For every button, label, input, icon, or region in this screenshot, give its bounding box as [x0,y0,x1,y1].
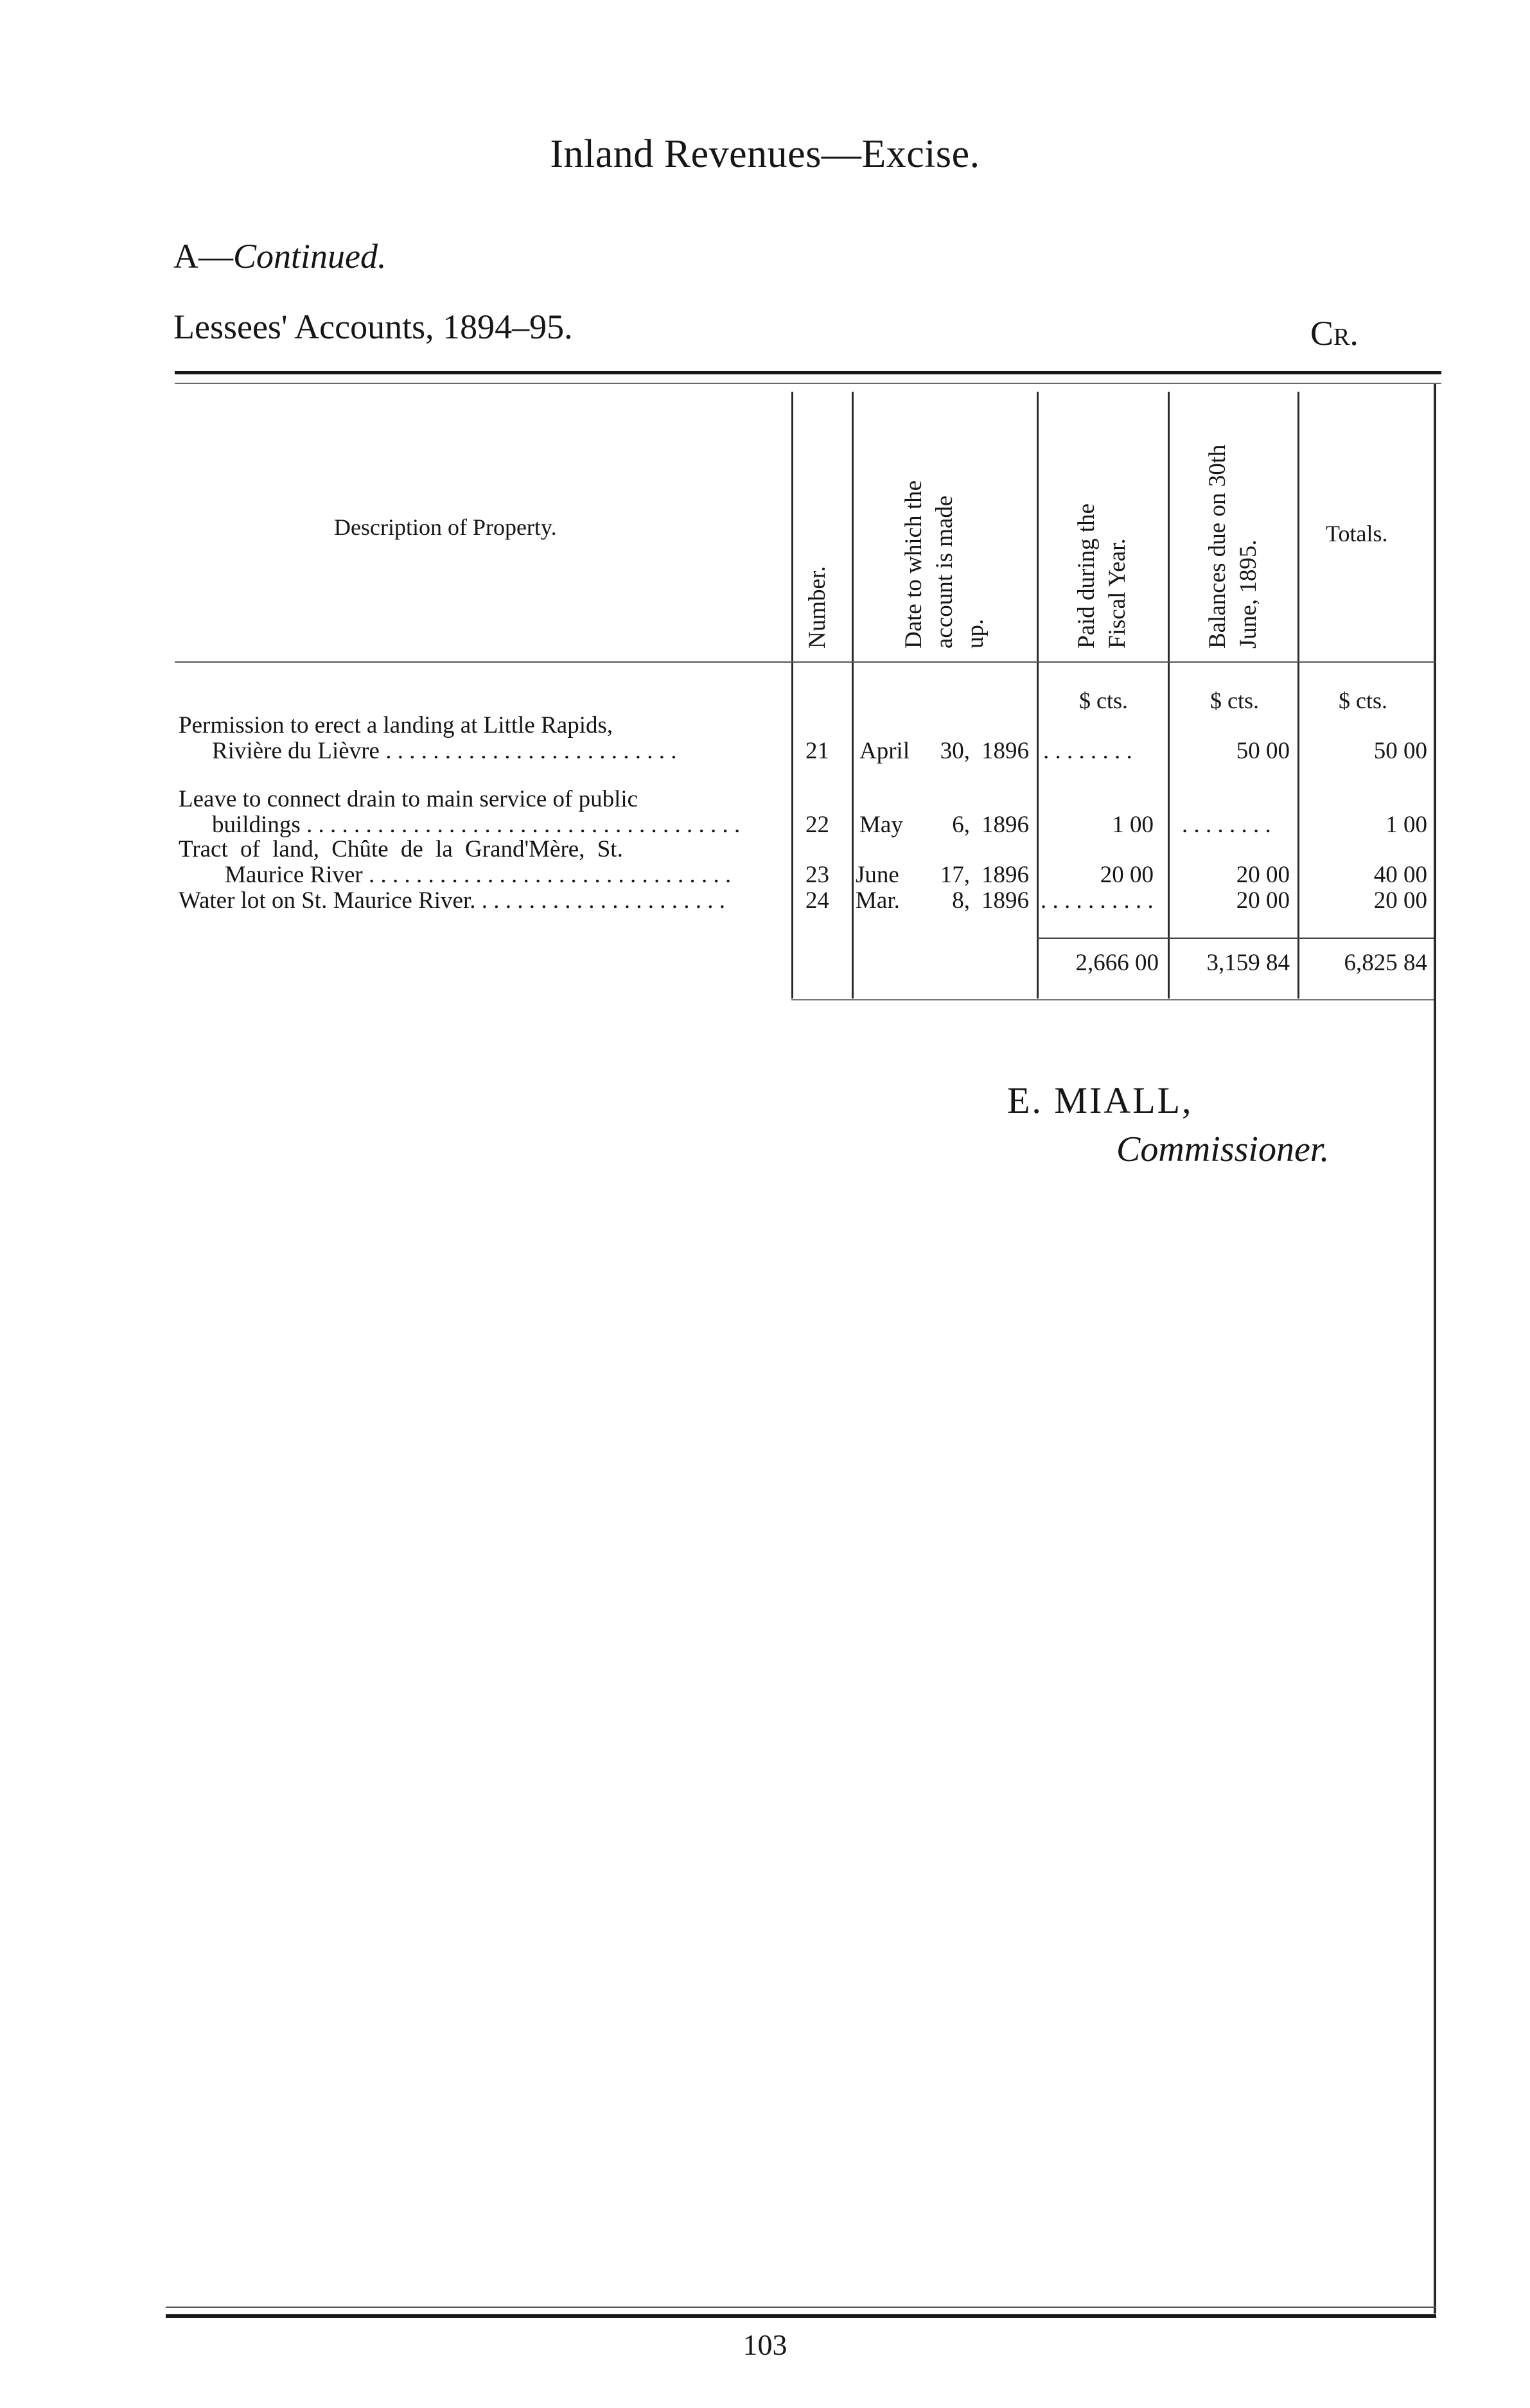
units-totals: $ cts. [1339,688,1387,713]
col-line-number [791,392,793,999]
accounts-heading: Lessees' Accounts, 1894–95. [173,308,573,346]
row-paid: 1 00 [1112,812,1154,838]
row-number: 21 [805,738,829,764]
table-row [179,888,782,914]
credit-label: Cr. [1310,314,1359,353]
total-paid: 2,666 00 [1075,950,1159,976]
row-date-year: 1896 [981,862,1029,888]
col-line-paid [1037,392,1039,999]
units-balances: $ cts. [1210,688,1259,713]
row-description-cont: Maurice River . . . . . . . . . . . . . . . . . . . . . . . . . . . . . . . [225,862,732,888]
row-date-year: 1896 [981,738,1029,764]
section-prefix: A— [173,237,233,275]
col-header-date-line1: Date to which the [901,480,927,649]
right-border [1434,384,1436,2314]
table-row [179,787,782,838]
row-date-day: 17, [940,862,970,888]
row-balance: 50 00 [1236,738,1290,764]
row-date-month: April [859,738,910,764]
row-number: 23 [805,862,829,888]
col-header-paid-line1: Paid during the [1073,503,1100,649]
table-row [179,837,782,888]
row-balance-leader: . . . . . . . . [1182,812,1271,838]
row-total: 1 00 [1385,812,1427,838]
row-description-cont: Rivière du Lièvre . . . . . . . . . . . . . . . . . . . . . . . . . [212,738,677,764]
units-paid: $ cts. [1079,688,1128,713]
col-header-balances-line1: Balances due on 30th [1204,444,1231,649]
total-totals: 6,825 84 [1344,950,1427,976]
row-number: 24 [805,887,829,914]
col-line-date [852,392,854,999]
top-rule-thin [175,383,1441,384]
table-row [179,713,782,764]
row-date-month: May [859,812,903,838]
section-label [173,236,387,276]
col-header-date-line3: up. [962,618,989,649]
row-balance: 20 00 [1236,862,1290,888]
row-total: 20 00 [1373,887,1427,914]
row-date-year: 1896 [981,812,1029,838]
row-date-day: 6, [952,812,970,838]
col-header-totals: Totals. [1326,521,1388,546]
row-description: Tract of land, Chûte de la Grand'Mère, St. [179,836,623,862]
bottom-rule-thin [166,2307,1436,2308]
table-bottom-rule [791,999,1434,1000]
row-paid-leader: . . . . . . . . . . [1041,887,1154,914]
totals-rule-paid [1037,938,1168,939]
row-paid: 20 00 [1100,862,1154,888]
totals-rule-balances [1168,938,1297,939]
top-rule [175,371,1441,374]
row-date-month: June [856,862,899,888]
page-number: 103 [743,2328,787,2361]
row-description: Leave to connect drain to main service of public [179,786,638,812]
row-date-day: 8, [952,887,970,914]
totals-rule-totals [1297,938,1434,939]
row-balance: 20 00 [1236,887,1290,914]
row-paid-leader: . . . . . . . . [1043,738,1132,764]
header-rule [175,661,1435,663]
section-continued: Continued. [233,237,387,275]
col-header-date-line2: account is made [931,495,958,649]
col-header-number: Number. [804,566,831,649]
total-balances: 3,159 84 [1206,950,1290,976]
row-date-month: Mar. [856,887,900,914]
page-title: Inland Revenues—Excise. [550,132,980,176]
col-header-description: Description of Property. [334,514,557,540]
col-header-paid-line2: Fiscal Year. [1104,538,1130,649]
signatory-name: E. MIALL, [1007,1079,1193,1121]
col-header-balances-line2: June, 1895. [1235,539,1262,649]
bottom-rule [166,2314,1436,2318]
row-description-cont: buildings . . . . . . . . . . . . . . . . . . . . . . . . . . . . . . . . . . . . . [212,812,741,838]
row-description: Permission to erect a landing at Little Rapids, [179,712,613,738]
row-date-day: 30, [940,738,970,764]
col-line-balances [1168,392,1170,999]
row-total: 50 00 [1373,738,1427,764]
signatory-title: Commissioner. [1116,1130,1330,1169]
col-line-totals [1297,392,1299,999]
row-description: Water lot on St. Maurice River. . . . . . . . . . . . . . . . . . . . . . [179,888,725,914]
row-total: 40 00 [1373,862,1427,888]
row-number: 22 [805,812,829,838]
row-date-year: 1896 [981,887,1029,914]
